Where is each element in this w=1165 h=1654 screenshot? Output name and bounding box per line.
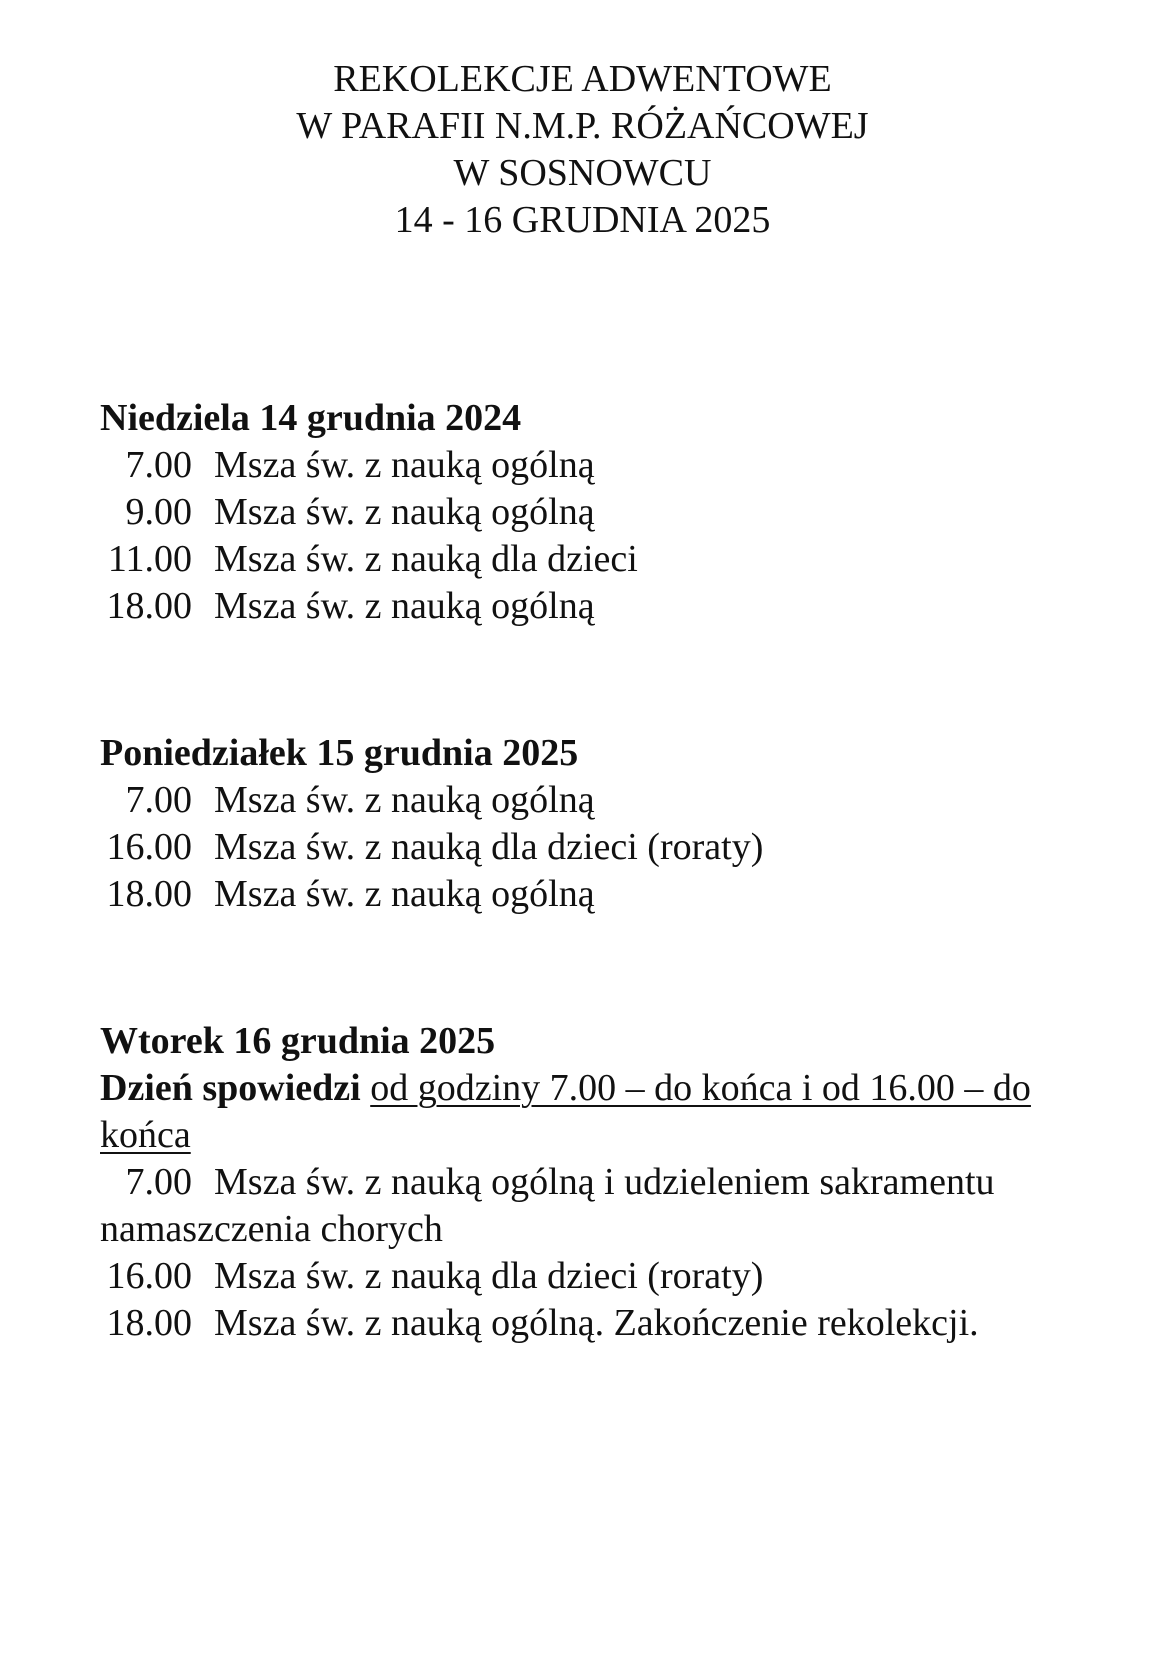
title-line-2: W PARAFII N.M.P. RÓŻAŃCOWEJ (296, 105, 869, 147)
schedule-item (100, 442, 1090, 489)
title-line-3: W SOSNOWCU (453, 152, 712, 194)
schedule-description: Msza św. z nauką ogólną (214, 444, 595, 486)
schedule-item (100, 824, 1090, 871)
schedule-item (100, 871, 1090, 918)
schedule-description: Msza św. z nauką ogólną (214, 585, 595, 627)
schedule-time: 18.00 (106, 873, 192, 915)
schedule-description: Msza św. z nauką ogólną. Zakończenie rekolekcji. (214, 1302, 979, 1344)
schedule-description: Msza św. z nauką ogólną (214, 779, 595, 821)
day-heading: Niedziela 14 grudnia 2024 (100, 397, 522, 439)
title-line-1: REKOLEKCJE ADWENTOWE (333, 58, 832, 100)
schedule-item (100, 583, 1090, 630)
schedule-time: 16.00 (106, 826, 192, 868)
schedule-description: Msza św. z nauką ogólną i udzieleniem sakramentu namaszczenia chorych (100, 1161, 995, 1250)
schedule-item (100, 777, 1090, 824)
day-heading: Wtorek 16 grudnia 2025 (100, 1020, 496, 1062)
schedule-item (100, 489, 1090, 536)
schedule-time: 18.00 (106, 585, 192, 627)
schedule-description: Msza św. z nauką ogólną (214, 873, 595, 915)
day-section-monday (100, 730, 1090, 918)
confession-label: Dzień spowiedzi (100, 1067, 361, 1109)
day-section-tuesday (100, 1018, 1090, 1347)
title-line-4: 14 - 16 GRUDNIA 2025 (394, 199, 771, 241)
schedule-description: Msza św. z nauką dla dzieci (roraty) (214, 1255, 764, 1297)
document-title (0, 56, 1165, 244)
schedule-item (100, 1253, 1090, 1300)
schedule-item (100, 1300, 1090, 1347)
schedule-description: Msza św. z nauką ogólną (214, 491, 595, 533)
day-heading: Poniedziałek 15 grudnia 2025 (100, 732, 579, 774)
schedule-time: 11.00 (107, 538, 192, 580)
schedule-time: 7.00 (125, 444, 192, 486)
day-section-sunday (100, 395, 1090, 630)
schedule-description: Msza św. z nauką dla dzieci (214, 538, 638, 580)
schedule-item (100, 1159, 1090, 1253)
schedule-time: 16.00 (106, 1255, 192, 1297)
schedule-time: 7.00 (125, 779, 192, 821)
confession-hours: od godziny 7.00 – do końca i od 16.00 – do końca (100, 1067, 1031, 1156)
schedule-time: 18.00 (106, 1302, 192, 1344)
schedule-item (100, 536, 1090, 583)
schedule-description: Msza św. z nauką dla dzieci (roraty) (214, 826, 764, 868)
confession-line (100, 1065, 1090, 1159)
schedule-time: 7.00 (125, 1161, 192, 1203)
schedule-time: 9.00 (125, 491, 192, 533)
